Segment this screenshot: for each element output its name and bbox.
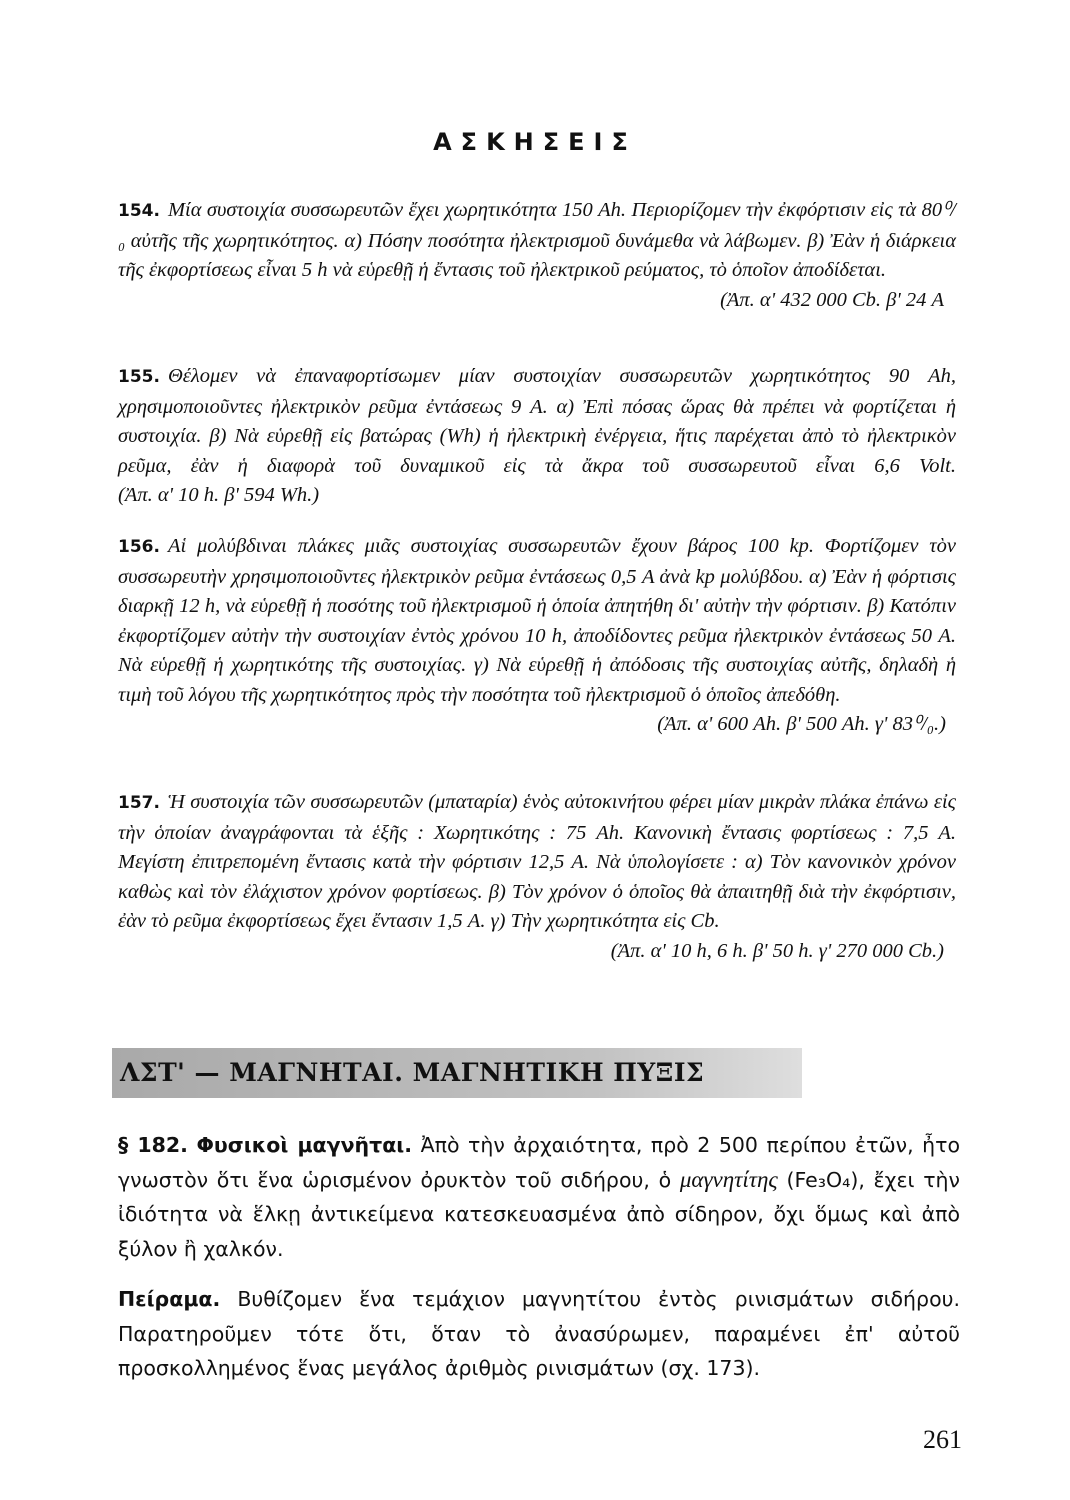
exercise-answer: (Ἀπ. α' 10 h, 6 h. β' 50 h. γ' 270 000 Cb.) xyxy=(610,939,944,962)
exercise-number: 154. xyxy=(118,201,160,221)
exercise-answer: (Ἀπ. α' 600 Ah. β' 500 Ah. γ' 83⁰/₀.) xyxy=(657,713,946,735)
exercise-answer: (Ἀπ. α' 432 000 Cb. β' 24 A xyxy=(720,288,944,311)
exercise-155 xyxy=(118,362,956,511)
exercise-text: Αἱ μολύβδιναι πλάκες μιᾶς συστοιχίας συσσωρευτῶν ἔχουν βάρος 100 kp. Φορτίζομεν τὸν συσσωρευτὴν χρησιμοποιοῦντες ἠλεκτρικὸν ρεῦμα ἐντάσεως 0,5 A ἀνὰ kp μολύβδου. α) Ἐὰν ἡ φόρτισις διαρκῇ 12 h, νὰ εὑρεθῇ ἡ ποσότης τοῦ ἠλεκτρισμοῦ ἡ ὁποία ἀπητήθη δι' αὐτὴν τὴν φόρτισιν. β) Κατόπιν ἐκφορτίζομεν αὐτὴν τὴν συστοιχίαν ἐντὸς χρόνου 10 h, ἀποδίδοντες ρεῦμα ἠλεκτρικὸν ἐντάσεως 50 A. Νὰ εὑρεθῇ ἡ χωρητικότης τῆς συστοιχίας. γ) Νὰ εὑρεθῇ ἡ ἀπόδοσις τῆς συστοιχίας αὐτῆς, δηλαδὴ ἡ τιμὴ τοῦ λόγου τῆς χωρητικότητος πρὸς τὴν ποσότητα τοῦ ἠλεκτρισμοῦ ὁ ὁποῖος ἀπεδόθη. xyxy=(118,535,956,706)
exercise-number: 156. xyxy=(118,537,160,557)
section-number: § 182. xyxy=(118,1133,188,1157)
section-title: Φυσικοὶ μαγνῆται. xyxy=(196,1133,413,1157)
exercise-text: Θέλομεν νὰ ἐπαναφορτίσωμεν μίαν συστοιχίαν συσσωρευτῶν χωρητικότητος 90 Ah, χρησιμοποιοῦντες ἠλεκτρικὸν ρεῦμα ἐντάσεως 9 A. α) Ἐπὶ πόσας ὥρας θὰ πρέπει νὰ φορτίζεται ἡ συστοιχία. β) Νὰ εὑρεθῇ εἰς βατώρας (Wh) ἡ ἠλεκτρικὴ ἐνέργεια, ἥτις παρέχεται ἀπὸ τὸ ἠλεκτρικὸν ρεῦμα, ἐὰν ἡ διαφορὰ τοῦ δυναμικοῦ εἰς τὰ ἄκρα τοῦ συσσωρευτοῦ εἶναι 6,6 Volt. xyxy=(118,365,956,477)
exercises-heading: ΑΣΚΗΣΕΙΣ xyxy=(433,128,637,156)
exercise-157 xyxy=(118,788,956,966)
page-number: 261 xyxy=(923,1425,962,1454)
exercise-number: 155. xyxy=(118,367,160,387)
experiment-label: Πείραμα. xyxy=(118,1287,221,1311)
exercise-text: Μία συστοιχία συσσωρευτῶν ἔχει χωρητικότητα 150 Ah. Περιορίζομεν τὴν ἐκφόρτισιν εἰς τὰ 80⁰/₀ αὐτῆς τῆς χωρητικότητος. α) Πόσην ποσότητα ἠλεκτρισμοῦ δυνάμεθα νὰ λάβωμεν. β) Ἐὰν ἡ διάρκεια τῆς ἐκφορτίσεως εἶναι 5 h νὰ εὑρεθῇ ἡ ἔντασις τοῦ ἠλεκτρικοῦ ρεύματος, τὸ ὁποῖον ἀποδίδεται. xyxy=(118,199,956,281)
section-text-cont: (Fe₃O₄), ἔχει τὴν ἰδιότητα νὰ ἕλκῃ ἀντικείμενα κατεσκευασμένα ἀπὸ σίδηρον, ὄχι ὅμως καὶ ἀπὸ ξύλον ἢ χαλκόν. xyxy=(118,1167,960,1261)
experiment-text: Βυθίζομεν ἕνα τεμάχιον μαγνητίτου ἐντὸς ρινισμάτων σιδήρου. Παρατηροῦμεν τότε ὅτι, ὅταν τὸ ἀνασύρωμεν, παραμένει ἐπ' αὐτοῦ προσκολλημένος ἕνας μεγάλος ἀριθμὸς ρινισμάτων (σχ. 173). xyxy=(118,1287,960,1380)
exercise-text: Ἡ συστοιχία τῶν συσσωρευτῶν (μπαταρία) ἑνὸς αὐτοκινήτου φέρει μίαν μικρὰν πλάκα ἐπάνω εἰς τὴν ὁποίαν ἀναγράφονται τὰ ἑξῆς : Χωρητικότης : 75 Ah. Κανονικὴ ἔντασις φορτίσεως : 7,5 A. Μεγίστη ἐπιτρεπομένη ἔντασις κατὰ τὴν φόρτισιν 12,5 A. Νὰ ὑπολογίσετε : α) Τὸν κανονικὸν χρόνον καθὼς καὶ τὸν ἐλάχιστον χρόνον φορτίσεως. β) Τὸν χρόνον ὁ ὁποῖος θὰ ἀπαιτηθῇ διὰ τὴν ἐκφόρτισιν, ἐὰν τὸ ρεῦμα ἐκφορτίσεως ἔχει ἔντασιν 1,5 A. γ) Τὴν χωρητικότητα εἰς Cb. xyxy=(118,791,956,932)
experiment-paragraph xyxy=(118,1282,960,1386)
exercise-154 xyxy=(118,196,956,315)
section-182-paragraph xyxy=(118,1128,960,1266)
exercise-number: 157. xyxy=(118,793,160,813)
exercise-answer: (Ἀπ. α' 10 h. β' 594 Wh.) xyxy=(118,484,320,506)
exercise-156 xyxy=(118,532,956,740)
term-magnetite: μαγνητίτης xyxy=(679,1166,778,1192)
chapter-heading: ΛΣΤ' — ΜΑΓΝΗΤΑΙ. ΜΑΓΝΗΤΙΚΗ ΠΥΞΙΣ xyxy=(112,1048,802,1098)
section-text: Ἀπὸ τὴν ἀρχαιότητα, πρὸ 2 500 περίπου ἐτῶν, ἦτο γνωστὸν ὅτι ἕνα ὡρισμένον ὀρυκτὸν τοῦ σιδήρου, ὁ xyxy=(118,1133,960,1192)
